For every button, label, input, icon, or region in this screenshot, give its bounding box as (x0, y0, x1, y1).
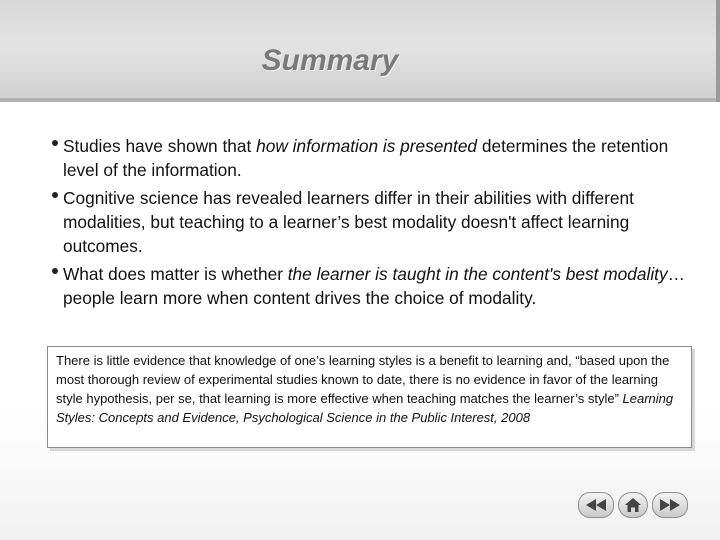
quote-citation: Learning Styles: Concepts and Evidence, Psychological Science in the Public Interest, 2008 (56, 391, 674, 425)
bullet-text: What does matter is whether (63, 264, 288, 284)
bullet-text: …people learn more when content drives the choice of modality. (63, 264, 685, 308)
bullet-item (52, 262, 702, 310)
bullet-dot-icon (52, 268, 58, 274)
rewind-icon (585, 499, 607, 511)
quote-body: There is little evidence that knowledge of one’s learning styles is a benefit to learning and, “based upon the most thorough review of experimental studies known to date, there is no evidence in favor of the learning style hypothesis, per se, that learning is more effective when teaching matches the learner’s style” (56, 353, 670, 406)
bullet-list (52, 134, 702, 314)
slide-navigation (578, 492, 688, 518)
bullet-item (52, 186, 702, 258)
bullet-item (52, 134, 702, 182)
header-right-edge (716, 0, 720, 102)
bullet-dot-icon (52, 192, 58, 198)
home-icon (624, 497, 642, 513)
fast-forward-icon (659, 499, 681, 511)
quote-text (56, 351, 686, 427)
bullet-text: Cognitive science has revealed learners differ in their abilities with different modalities, but teaching to a learner’s best modality doesn't affect learning outcomes. (63, 188, 634, 256)
bullet-dot-icon (52, 140, 58, 146)
rewind-button[interactable] (578, 492, 614, 518)
bullet-text: determines the retention level of the information. (63, 136, 669, 180)
bullet-text: Studies have shown that (63, 136, 257, 156)
slide-title: Summary (261, 44, 399, 77)
bullet-emphasis: the learner is taught in the content's best modality (287, 264, 668, 284)
fast-forward-button[interactable] (652, 492, 688, 518)
home-button[interactable] (618, 492, 648, 518)
bullet-emphasis: how information is presented (256, 136, 478, 156)
